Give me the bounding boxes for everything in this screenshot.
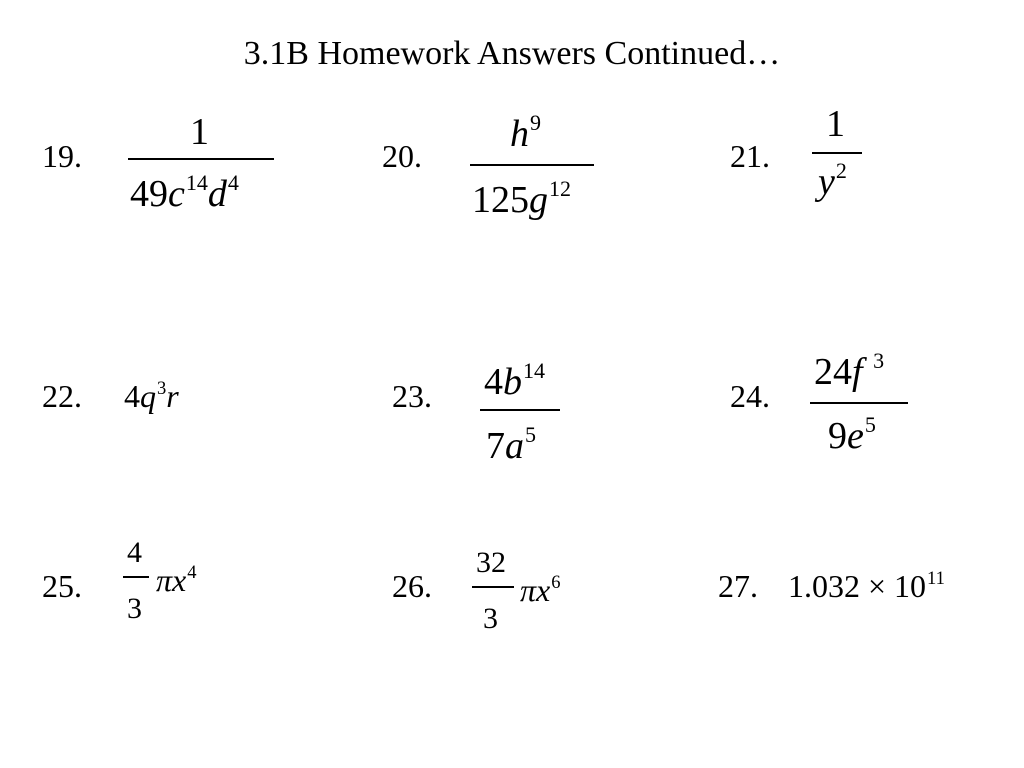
numerator: $4b^{14}$ — [484, 358, 546, 403]
fraction-bar — [810, 402, 908, 404]
fraction-bar — [128, 158, 274, 160]
denominator: $y^2$ — [818, 158, 847, 203]
page-title: 3.1B Homework Answers Continued… — [243, 35, 781, 72]
problem-number: 25. — [42, 568, 82, 604]
numerator: 32 — [476, 546, 506, 579]
denominator: $7a^5$ — [486, 422, 537, 467]
denominator: 3 — [483, 602, 498, 635]
fraction-bar — [480, 409, 560, 411]
pi-term: $\pi x^4$ — [156, 561, 197, 598]
problem-number: 21. — [730, 138, 770, 174]
problem-number: 23. — [392, 378, 432, 414]
problem-number: 27. — [718, 568, 758, 604]
problem-number: 19. — [42, 138, 82, 174]
denominator: 3 — [127, 592, 142, 625]
denominator: $9e^5$ — [828, 412, 876, 457]
fraction-bar — [472, 586, 514, 588]
numerator: 24f $^3$ — [814, 348, 885, 393]
numerator: 1 — [826, 103, 845, 145]
numerator: 1 — [190, 111, 209, 153]
denominator: $49c^{14}d^4$ — [130, 170, 239, 215]
problem-number: 24. — [730, 378, 770, 414]
numerator: $h^9$ — [510, 110, 542, 155]
problem-number: 20. — [382, 138, 422, 174]
fraction-bar — [470, 164, 594, 166]
fraction-bar — [123, 576, 149, 578]
problem-number: 22. — [42, 378, 82, 414]
expression: $4q^3r$ — [124, 377, 179, 414]
problem-number: 26. — [392, 568, 432, 604]
numerator: 4 — [127, 536, 142, 569]
scientific-notation: $1.032 \times 10^{11}$ — [788, 567, 945, 604]
pi-term: $\pi x^6$ — [520, 571, 561, 608]
denominator: $125g^{12}$ — [472, 176, 572, 221]
fraction-bar — [812, 152, 862, 154]
